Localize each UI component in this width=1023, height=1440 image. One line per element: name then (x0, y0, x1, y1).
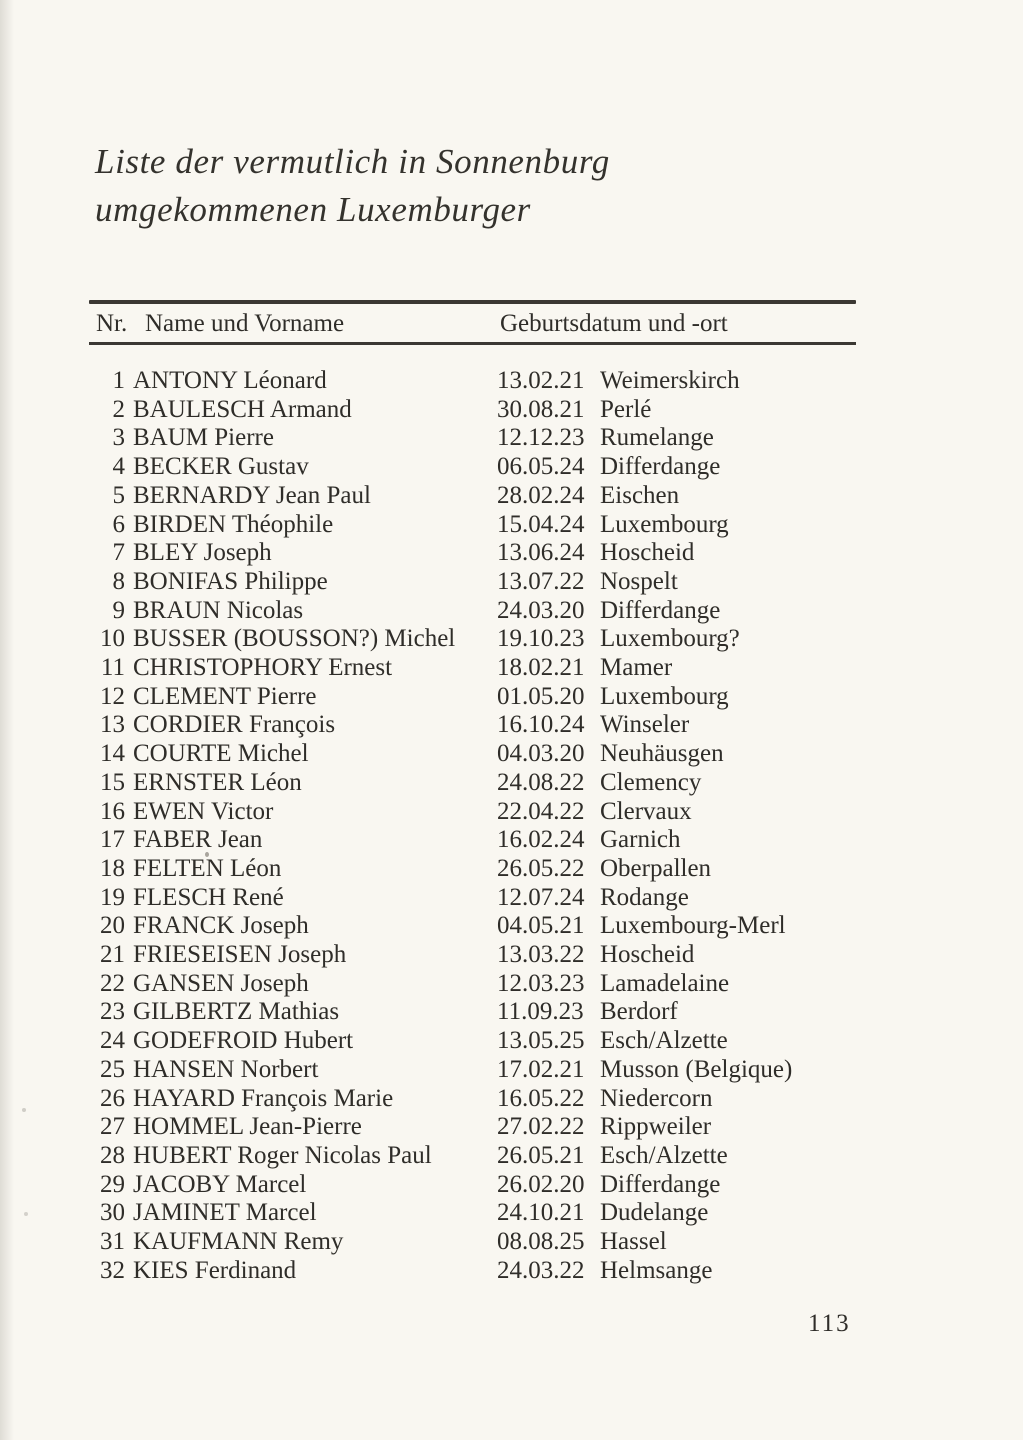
row-name: COURTE Michel (133, 740, 309, 768)
table-row (89, 396, 856, 425)
table-row (89, 1113, 856, 1142)
row-name: EWEN Victor (133, 797, 274, 825)
row-birthdate: 08.08.25 (497, 1228, 585, 1256)
row-name: BUSSER (BOUSSON?) Michel (133, 625, 456, 653)
row-name: JACOBY Marcel (133, 1170, 307, 1198)
row-birthdate: 16.05.22 (497, 1084, 585, 1112)
table-row (89, 1199, 856, 1228)
row-number: 12 (100, 682, 125, 710)
row-number: 10 (100, 625, 125, 653)
row-number: 9 (112, 596, 125, 624)
row-number: 8 (112, 567, 125, 595)
scan-speck (205, 852, 209, 857)
row-birthdate: 04.05.21 (497, 912, 585, 940)
row-birthdate: 12.07.24 (497, 883, 585, 911)
row-name: ERNSTER Léon (133, 768, 302, 796)
row-birthplace: Berdorf (600, 998, 678, 1026)
row-number: 32 (100, 1256, 125, 1284)
row-number: 31 (100, 1228, 125, 1256)
row-birthdate: 12.12.23 (497, 424, 585, 452)
row-number: 13 (100, 711, 125, 739)
row-number: 21 (100, 941, 125, 969)
row-number: 27 (100, 1113, 125, 1141)
table-body (89, 367, 856, 1286)
column-header-nr: Nr. (96, 310, 128, 337)
row-name: KIES Ferdinand (133, 1256, 297, 1284)
row-number: 30 (100, 1199, 125, 1227)
table-row (89, 1142, 856, 1171)
row-name: JAMINET Marcel (133, 1199, 317, 1227)
table-row (89, 884, 856, 913)
row-name: BRAUN Nicolas (133, 596, 304, 624)
row-name: FRIESEISEN Joseph (133, 941, 347, 969)
page-number: 113 (808, 1310, 851, 1337)
row-number: 15 (100, 768, 125, 796)
column-header-name: Name und Vorname (145, 310, 345, 337)
page-title-line2: umgekommenen Luxemburger (95, 190, 531, 229)
row-birthdate: 13.03.22 (497, 941, 585, 969)
row-birthplace: Musson (Belgique) (600, 1055, 793, 1083)
row-birthdate: 04.03.20 (497, 740, 585, 768)
row-birthdate: 01.05.20 (497, 682, 585, 710)
row-number: 18 (100, 854, 125, 882)
row-number: 2 (112, 395, 125, 423)
row-name: FLESCH René (133, 883, 284, 911)
row-birthplace: Luxembourg (600, 510, 729, 538)
table-row (89, 424, 856, 453)
row-name: BLEY Joseph (133, 539, 272, 567)
table-row (89, 367, 856, 396)
row-name: CHRISTOPHORY Ernest (133, 654, 393, 682)
row-name: BAULESCH Armand (133, 395, 352, 423)
row-birthplace: Garnich (600, 826, 681, 854)
row-name: BAUM Pierre (133, 424, 274, 452)
row-name: CLEMENT Pierre (133, 682, 317, 710)
row-birthdate: 26.05.21 (497, 1141, 585, 1169)
row-birthplace: Rippweiler (600, 1113, 712, 1141)
table-row (89, 1171, 856, 1200)
row-birthplace: Eischen (600, 481, 680, 509)
row-number: 25 (100, 1055, 125, 1083)
row-name: BIRDEN Théophile (133, 510, 334, 538)
scan-speck (22, 1108, 26, 1112)
row-number: 23 (100, 998, 125, 1026)
row-birthdate: 26.05.22 (497, 854, 585, 882)
table-row (89, 1257, 856, 1286)
table-row (89, 941, 856, 970)
row-birthplace: Esch/Alzette (600, 1027, 728, 1055)
row-birthdate: 24.10.21 (497, 1199, 585, 1227)
row-number: 28 (100, 1141, 125, 1169)
row-birthplace: Weimerskirch (600, 367, 740, 394)
row-name: BERNARDY Jean Paul (133, 481, 371, 509)
row-birthdate: 11.09.23 (497, 998, 584, 1026)
row-number: 19 (100, 883, 125, 911)
row-birthdate: 16.02.24 (497, 826, 585, 854)
row-birthplace: Clemency (600, 768, 702, 796)
table-row (89, 912, 856, 941)
row-birthdate: 13.07.22 (497, 567, 585, 595)
row-number: 29 (100, 1170, 125, 1198)
page-title-line1: Liste der vermutlich in Sonnenburg (95, 142, 610, 181)
row-number: 20 (100, 912, 125, 940)
row-birthdate: 17.02.21 (497, 1055, 585, 1083)
row-birthplace: Differdange (600, 1170, 721, 1198)
table-row (89, 1085, 856, 1114)
table-row (89, 970, 856, 999)
row-number: 24 (100, 1027, 125, 1055)
row-birthdate: 13.02.21 (497, 367, 585, 394)
row-birthplace: Mamer (600, 654, 673, 682)
row-name: FELTEN Léon (133, 854, 282, 882)
table-row (89, 998, 856, 1027)
table-header-row (89, 304, 856, 341)
row-number: 11 (100, 654, 125, 682)
row-birthplace: Helmsange (600, 1256, 713, 1284)
row-birthdate: 13.05.25 (497, 1027, 585, 1055)
row-birthplace: Luxembourg-Merl (600, 912, 786, 940)
row-name: GANSEN Joseph (133, 969, 309, 997)
row-birthdate: 06.05.24 (497, 453, 585, 481)
table-row (89, 654, 856, 683)
table-row (89, 1228, 856, 1257)
row-number: 7 (112, 539, 125, 567)
row-name: HUBERT Roger Nicolas Paul (133, 1141, 432, 1169)
row-birthdate: 26.02.20 (497, 1170, 585, 1198)
column-header-birth: Geburtsdatum und -ort (500, 310, 728, 337)
row-birthdate: 24.03.22 (497, 1256, 585, 1284)
row-birthdate: 15.04.24 (497, 510, 585, 538)
row-number: 3 (112, 424, 125, 452)
row-birthplace: Differdange (600, 453, 721, 481)
row-birthplace: Hassel (600, 1228, 667, 1256)
row-birthdate: 18.02.21 (497, 654, 585, 682)
row-birthplace: Dudelange (600, 1199, 709, 1227)
row-name: HAYARD François Marie (133, 1084, 394, 1112)
row-birthdate: 22.04.22 (497, 797, 585, 825)
table-row (89, 482, 856, 511)
row-number: 22 (100, 969, 125, 997)
row-number: 1 (112, 367, 125, 394)
row-number: 6 (112, 510, 125, 538)
row-birthplace: Perlé (600, 395, 652, 423)
table-row (89, 683, 856, 712)
row-birthdate: 19.10.23 (497, 625, 585, 653)
row-name: GILBERTZ Mathias (133, 998, 340, 1026)
table-row (89, 625, 856, 654)
row-birthplace: Differdange (600, 596, 721, 624)
row-birthdate: 24.03.20 (497, 596, 585, 624)
row-birthplace: Oberpallen (600, 854, 712, 882)
row-birthplace: Luxembourg? (600, 625, 740, 653)
table-row (89, 826, 856, 855)
table-row (89, 769, 856, 798)
table-header-rule (89, 342, 856, 345)
row-birthplace: Clervaux (600, 797, 692, 825)
row-number: 16 (100, 797, 125, 825)
row-birthplace: Nospelt (600, 567, 678, 595)
row-number: 26 (100, 1084, 125, 1112)
row-birthplace: Lamadelaine (600, 969, 730, 997)
row-name: FRANCK Joseph (133, 912, 309, 940)
row-birthplace: Rodange (600, 883, 689, 911)
row-birthplace: Luxembourg (600, 682, 729, 710)
table-row (89, 511, 856, 540)
row-birthplace: Winseler (600, 711, 690, 739)
row-birthdate: 12.03.23 (497, 969, 585, 997)
table-row (89, 1027, 856, 1056)
row-birthplace: Neuhäusgen (600, 740, 724, 768)
page-title (95, 138, 610, 234)
table-row (89, 1056, 856, 1085)
table-row (89, 568, 856, 597)
row-number: 17 (100, 826, 125, 854)
row-birthdate: 28.02.24 (497, 481, 585, 509)
row-name: KAUFMANN Remy (133, 1228, 344, 1256)
row-name: ANTONY Léonard (133, 367, 327, 394)
row-name: HANSEN Norbert (133, 1055, 319, 1083)
row-name: BONIFAS Philippe (133, 567, 328, 595)
row-birthdate: 16.10.24 (497, 711, 585, 739)
row-birthdate: 13.06.24 (497, 539, 585, 567)
row-birthplace: Niedercorn (600, 1084, 713, 1112)
row-birthplace: Rumelange (600, 424, 714, 452)
row-birthplace: Hoscheid (600, 941, 695, 969)
table-row (89, 740, 856, 769)
table-row (89, 597, 856, 626)
row-name: HOMMEL Jean-Pierre (133, 1113, 362, 1141)
table-row (89, 798, 856, 827)
row-number: 5 (112, 481, 125, 509)
row-birthdate: 24.08.22 (497, 768, 585, 796)
table-row (89, 453, 856, 482)
row-name: BECKER Gustav (133, 453, 309, 481)
scan-speck (24, 1212, 28, 1216)
table-row (89, 855, 856, 884)
row-number: 4 (112, 453, 125, 481)
victims-table (89, 300, 856, 1286)
row-birthdate: 27.02.22 (497, 1113, 585, 1141)
row-birthplace: Esch/Alzette (600, 1141, 728, 1169)
row-name: CORDIER François (133, 711, 336, 739)
row-birthplace: Hoscheid (600, 539, 695, 567)
table-row (89, 711, 856, 740)
row-name: FABER Jean (133, 826, 263, 854)
table-row (89, 539, 856, 568)
row-number: 14 (100, 740, 125, 768)
row-birthdate: 30.08.21 (497, 395, 585, 423)
row-name: GODEFROID Hubert (133, 1027, 354, 1055)
